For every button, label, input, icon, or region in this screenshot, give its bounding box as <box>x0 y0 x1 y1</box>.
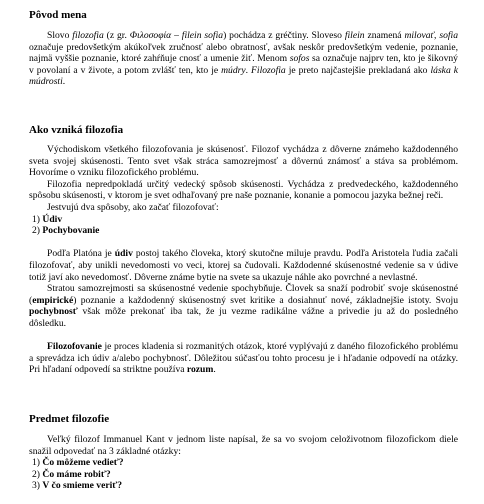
text-run: Slovo <box>47 30 73 41</box>
text-run: Filozofovanie <box>47 341 102 353</box>
list-item: 2) Pochybovanie <box>32 225 100 237</box>
list-questions <box>29 457 458 492</box>
text-run: , <box>434 30 440 41</box>
list-item: 1) Čo môžeme vedieť? <box>32 457 124 469</box>
text-run: empirické <box>32 294 74 306</box>
list-item: 1) Údiv <box>32 213 63 225</box>
text-run: sofos <box>289 53 310 65</box>
text-run: však môže prekonať iba tak, že ju vezme radikálne vážne a privedie ju až do posledného dôsledku. <box>29 306 458 329</box>
text-run: postoj takého človeka, ktorý skutočne miluje pravdu. Podľa Aristotela ľudia začali filozofovať, aby unikli nevedomosti vo veci, ktorej sa čudovali. Každodenné skúsenostné vedenie sa v údive totiž javí ako nevedomosť. Dôverne známe bytie na svete sa ukazuje náhle ako povrchné a nevlastné. <box>29 248 458 283</box>
list-item: 3) V čo smieme veriť? <box>32 480 123 492</box>
text-run: Podľa Platóna je <box>47 248 115 260</box>
text-run: je proces kladenia si rozmanitých otázok, ktoré vyplývajú z daného filozofického problému a sprevádza ich údiv a/alebo pochybnosť. Dôležitou súčasťou tohto procesu je i hľadanie odpovedí na otázky. Pri hľadaní odpovedí sa striktne používa <box>29 341 458 376</box>
text-run: Filozofia <box>251 64 286 76</box>
text-run: . <box>62 76 66 88</box>
text-run: ) pochádza z gréčtiny. Sloveso <box>223 30 345 41</box>
text-run: sofia <box>439 30 459 41</box>
text-run: sa označuje najprv ten, kto je šikovný v povolaní a v živote, a potom zvlášť ten, kto je <box>29 53 458 76</box>
paragraph-philosophizing <box>29 341 458 376</box>
text-run: múdry <box>221 64 246 76</box>
text-run: . <box>245 64 252 76</box>
text-run: rozum <box>186 364 214 376</box>
section-title-how-arises: Ako vzniká filozofia <box>29 124 124 136</box>
text-run: údiv <box>114 248 133 260</box>
text-run: Stratou samozrejmosti sa skúsenostné vedenie spochybňuje. Človek sa snaží podrobiť svoje skúsenostné ( <box>29 283 458 306</box>
section-title-subject: Predmet filozofie <box>29 413 110 425</box>
paragraph-kant: Veľký filozof Immanuel Kant v jednom liste napísal, že sa vo svojom celoživotnom filozofickom diele snažil odpovedať na 3 základné otázky: <box>29 434 458 457</box>
paragraph-origin <box>29 30 458 88</box>
paragraph-presupposition: Filozofia nepredpokladá určitý vedecký spôsob skúsenosti. Vychádza z predvedeckého, každodenného spôsobu skúsenosti, v ktorom je svet odhaľovaný pre naše poznanie, konanie a pomocou jazyka bežnej reči. <box>29 178 458 202</box>
list-item: 2) Čo máme robiť? <box>32 468 111 480</box>
text-run: . <box>213 364 216 376</box>
text-run: láska k múdrosti <box>29 64 458 88</box>
section-body-how-arises <box>29 144 458 376</box>
text-run: znamená <box>364 30 405 41</box>
text-run: Φιλοσοφία – filein sofia <box>129 30 224 41</box>
paragraph-two-ways: Jestvujú dva spôsoby, ako začať filozofovať: <box>47 201 219 213</box>
paragraph-wonder <box>29 248 458 283</box>
text-run: pochybnosť <box>29 306 78 318</box>
section-title-origin: Pôvod mena <box>29 9 87 21</box>
paragraph-experience: Východiskom všetkého filozofovania je skúsenosť. Filozof vychádza z dôverne známeho každodenného sveta svojej skúsenosti. Tento svet však stráca samozrejmosť a dôvernú známosť a stáva sa problémom. Hovoríme o vzniku filozofického problému. <box>29 144 458 179</box>
text-run: filozofia <box>72 30 104 41</box>
text-run: je preto najčastejšie prekladaná ako <box>285 64 431 76</box>
text-run: označuje predovšetkým akúkoľvek zručnosť alebo obratnosť, avšak neskôr predovšetkým vedenie, poznanie, najmä vyššie poznanie, ktoré zahŕňuje cnosť a umenie žiť. Menom <box>29 41 458 65</box>
text-run: ) poznanie a každodenný skúsenostný svet kritike a dosiahnuť nové, základnejšie istoty. Svoju <box>73 294 458 306</box>
text-run: filein <box>344 30 365 41</box>
list-ways <box>29 214 458 237</box>
section-body-subject <box>29 434 458 492</box>
paragraph-doubt <box>29 283 458 329</box>
text-run: (z gr. <box>103 30 130 41</box>
text-run: milovať <box>404 30 435 41</box>
